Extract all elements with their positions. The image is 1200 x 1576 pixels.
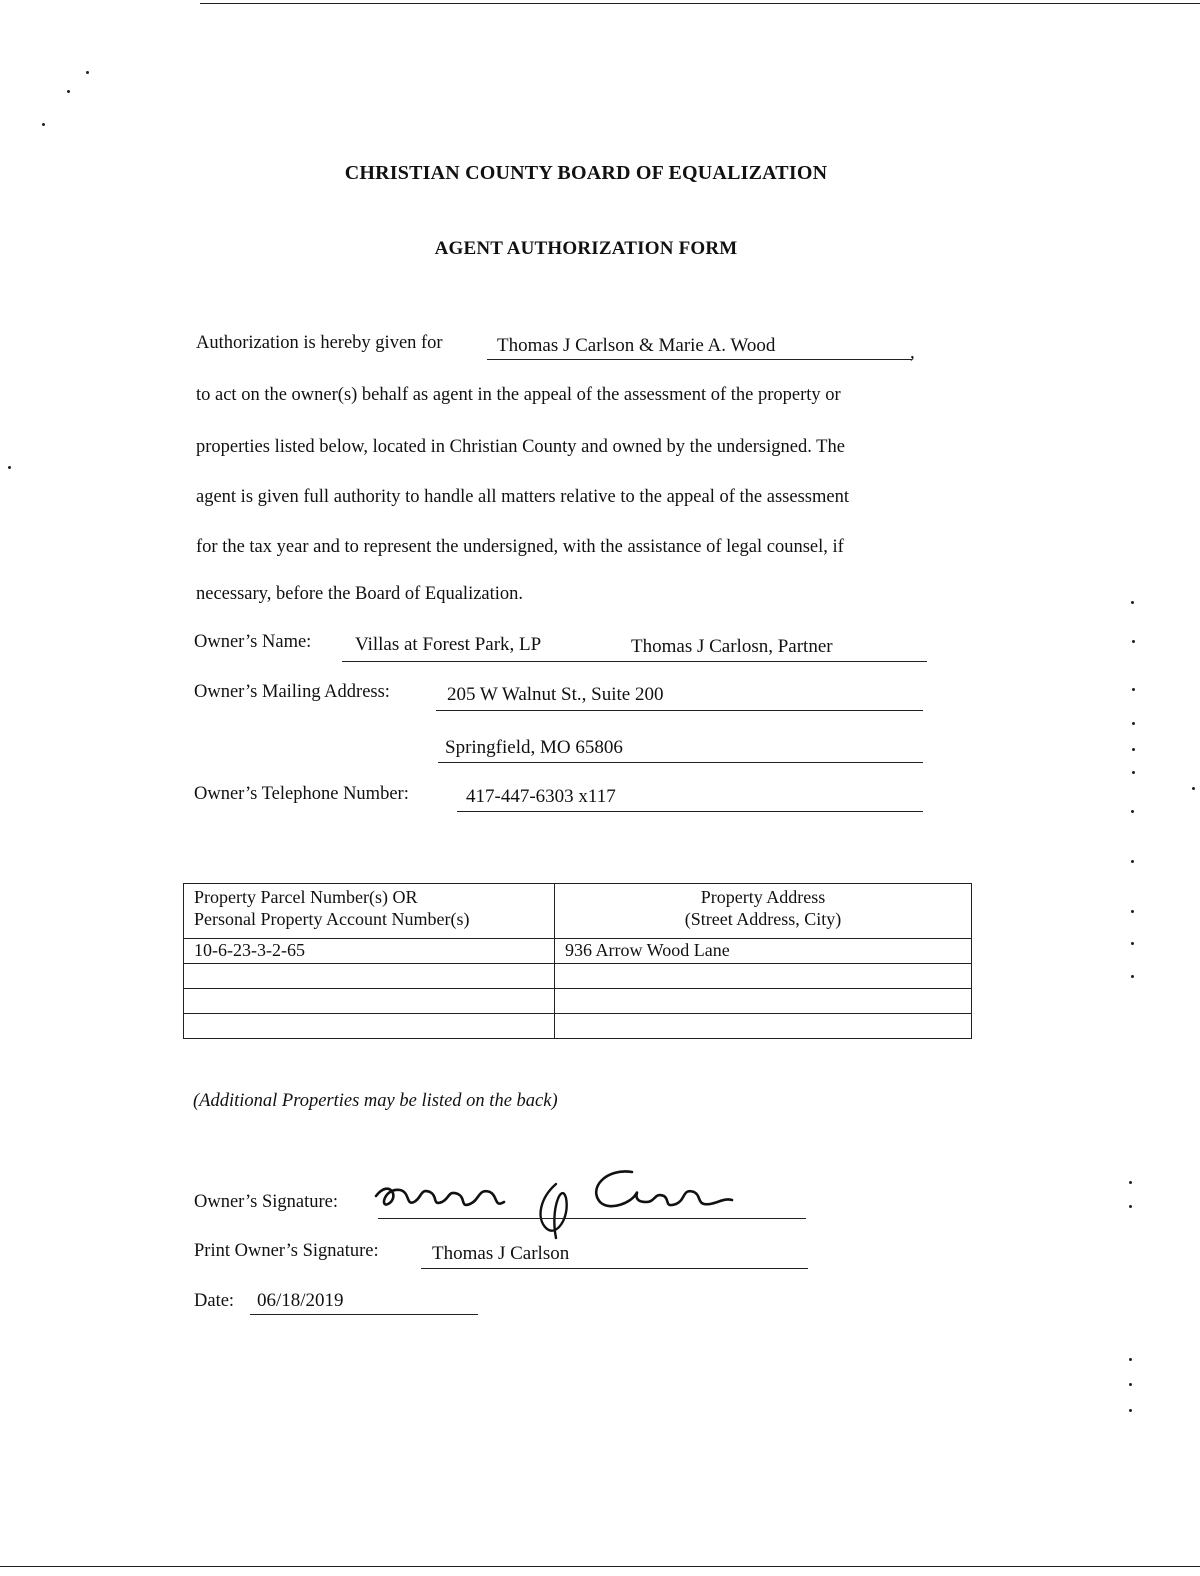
scan-speck	[67, 90, 70, 93]
scan-speck	[1131, 975, 1134, 978]
address-header-line-2: (Street Address, City)	[684, 909, 842, 929]
mailing-address-line-1: 205 W Walnut St., Suite 200	[447, 684, 664, 705]
signature-underline	[378, 1218, 806, 1219]
print-signature-value: Thomas J Carlson	[432, 1243, 570, 1264]
agent-name-underline	[487, 359, 912, 360]
authorization-line-2: properties listed below, located in Christian County and owned by the undersigned. The	[196, 437, 845, 457]
owner-partner-value: Thomas J Carlosn, Partner	[631, 636, 833, 657]
scan-speck	[1131, 810, 1134, 813]
telephone-label: Owner’s Telephone Number:	[194, 784, 409, 804]
authorization-line-4: for the tax year and to represent the undersigned, with the assistance of legal counsel, if	[196, 537, 844, 557]
scan-speck	[1129, 1383, 1132, 1386]
agent-name-comma: ,	[910, 342, 915, 363]
scan-speck	[1131, 860, 1134, 863]
scan-speck	[1131, 910, 1134, 913]
address-cell: 936 Arrow Wood Lane	[555, 939, 972, 964]
table-row	[184, 1014, 972, 1039]
owner-name-value: Villas at Forest Park, LP	[355, 634, 542, 655]
mailing-address-underline-1	[436, 710, 923, 711]
scan-speck	[86, 71, 89, 74]
owner-signature-label: Owner’s Signature:	[194, 1192, 339, 1212]
scan-speck	[1132, 688, 1135, 691]
mailing-address-line-2: Springfield, MO 65806	[445, 737, 623, 758]
handwritten-signature	[370, 1158, 750, 1248]
table-row	[184, 964, 972, 989]
authorization-line-5: necessary, before the Board of Equalization.	[196, 584, 524, 604]
owner-name-label: Owner’s Name:	[194, 632, 312, 652]
scan-speck	[42, 123, 45, 126]
owner-name-underline	[342, 661, 927, 662]
scan-speck	[1131, 942, 1134, 945]
mailing-address-label: Owner’s Mailing Address:	[194, 682, 390, 702]
address-header-line-1: Property Address	[700, 887, 826, 907]
property-table-header	[184, 884, 972, 939]
parcel-cell: 10-6-23-3-2-65	[184, 939, 555, 964]
address-cell	[555, 1014, 972, 1039]
date-value: 06/18/2019	[257, 1290, 344, 1311]
address-cell	[555, 964, 972, 989]
agent-name-value: Thomas J Carlson & Marie A. Wood	[497, 335, 776, 356]
date-underline	[250, 1314, 478, 1315]
scan-bottom-border	[0, 1566, 1200, 1567]
scan-speck	[1129, 1409, 1132, 1412]
parcel-cell	[184, 1014, 555, 1039]
additional-properties-note: (Additional Properties may be listed on the back)	[193, 1091, 558, 1111]
property-table	[183, 883, 972, 1039]
scan-speck	[1131, 601, 1134, 604]
scan-speck	[1129, 1181, 1132, 1184]
parcel-cell	[184, 989, 555, 1014]
print-signature-label: Print Owner’s Signature:	[194, 1241, 379, 1261]
scan-speck	[8, 466, 11, 469]
telephone-value: 417-447-6303 x117	[466, 786, 616, 807]
scan-speck	[1129, 1205, 1132, 1208]
scan-top-border	[200, 3, 1200, 4]
scan-speck	[1132, 771, 1135, 774]
parcel-cell	[184, 964, 555, 989]
parcel-header-line-2: Personal Property Account Number(s)	[194, 909, 470, 929]
table-row	[184, 939, 972, 964]
board-title: CHRISTIAN COUNTY BOARD OF EQUALIZATION	[344, 162, 828, 184]
authorization-line-1: to act on the owner(s) behalf as agent in the appeal of the assessment of the property or	[196, 385, 841, 405]
parcel-header-line-1: Property Parcel Number(s) OR	[194, 887, 418, 907]
authorization-line-3: agent is given full authority to handle all matters relative to the appeal of the assessment	[196, 487, 849, 507]
date-label: Date:	[194, 1291, 235, 1311]
parcel-column-header	[184, 884, 555, 939]
address-column-header	[555, 884, 972, 939]
mailing-address-underline-2	[438, 762, 923, 763]
authorization-lead: Authorization is hereby given for	[196, 333, 443, 353]
scan-speck	[1132, 722, 1135, 725]
table-row	[184, 989, 972, 1014]
scan-speck	[1132, 640, 1135, 643]
scan-speck	[1192, 787, 1195, 790]
scan-speck	[1132, 748, 1135, 751]
print-signature-underline	[421, 1268, 808, 1269]
address-cell	[555, 989, 972, 1014]
scan-speck	[1129, 1358, 1132, 1361]
form-title: AGENT AUTHORIZATION FORM	[434, 238, 738, 259]
telephone-underline	[457, 811, 923, 812]
